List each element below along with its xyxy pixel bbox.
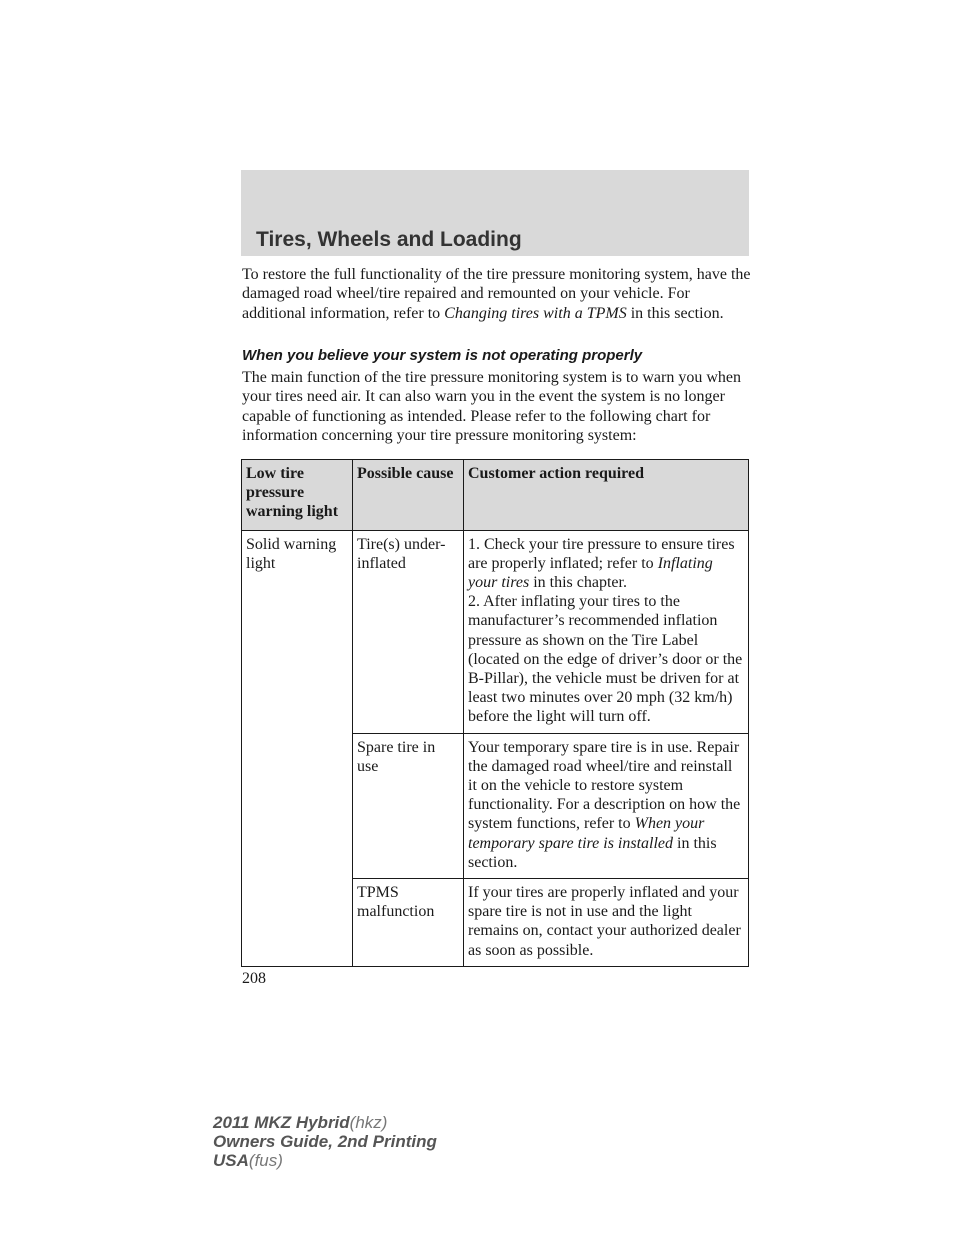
action-text-step-2: 2. After inflating your tires to the manufacturer’s recommended inflation pressure as shown on the Tire Label (located on the edge of driver’s door or the B-Pillar), the vehicle must be driven for at least two minutes over 20 mph (32 km/h) before the light will turn off. [468,593,743,726]
cross-reference-link: When your temporary spare tire is installed [468,815,705,852]
subheading: When you believe your system is not operating properly [242,347,643,364]
table-header-row [242,460,749,531]
cause-cell: Spare tire in use [353,733,464,878]
action-tail: in this section. [468,834,717,871]
action-text: Your temporary spare tire is in use. Repair the damaged road wheel/tire and reinstall it on the vehicle to restore system functionality. For a description on how the system functions, refer to [468,738,741,833]
footer-model: 2011 MKZ Hybrid [213,1113,350,1132]
cross-reference-link: Inflating your tires [468,554,713,592]
action-cell [464,733,749,878]
cause-cell: TPMS malfunction [353,879,464,967]
cross-reference-link: Changing tires with a TPMS [444,304,627,322]
footer-model-code: (hkz) [349,1113,388,1132]
footer-line-market [213,1151,437,1170]
intro-paragraph [242,265,752,323]
document-footer [213,1113,437,1170]
action-cell [464,530,749,733]
tpms-chart-table [241,459,749,967]
header-cell-light: Low tire pressure warning light [242,460,353,531]
action-text: 1. Check your tire pressure to ensure tires are properly inflated; refer to [468,535,735,572]
light-state-cell: Solid warning light [242,530,353,966]
section-title: Tires, Wheels and Loading [256,228,522,251]
footer-line-edition: Owners Guide, 2nd Printing [213,1132,437,1151]
description-paragraph: The main function of the tire pressure monitoring system is to warn you when your tires need air. It can also warn you in the event the system is no longer capable of functioning as intended. Please refer to the following chart for information concerning your tire pressure monitoring system: [242,369,742,445]
header-cell-cause: Possible cause [353,460,464,531]
table-row [242,530,749,733]
action-tail: in this chapter. [529,574,627,592]
intro-tail: in this section. [626,304,724,322]
footer-line-model [213,1113,437,1132]
page-number: 208 [242,970,266,987]
header-cell-action: Customer action required [464,460,749,531]
footer-market: USA [213,1151,249,1170]
cause-cell: Tire(s) under-inflated [353,530,464,733]
intro-text: To restore the full functionality of the tire pressure monitoring system, have the damaged road wheel/tire repaired and remounted on your vehicle. For additional information, refer to [242,266,751,322]
footer-market-code: (fus) [248,1151,283,1170]
action-cell: If your tires are properly inflated and your spare tire is not in use and the light remains on, contact your authorized dealer as soon as possible. [464,879,749,967]
